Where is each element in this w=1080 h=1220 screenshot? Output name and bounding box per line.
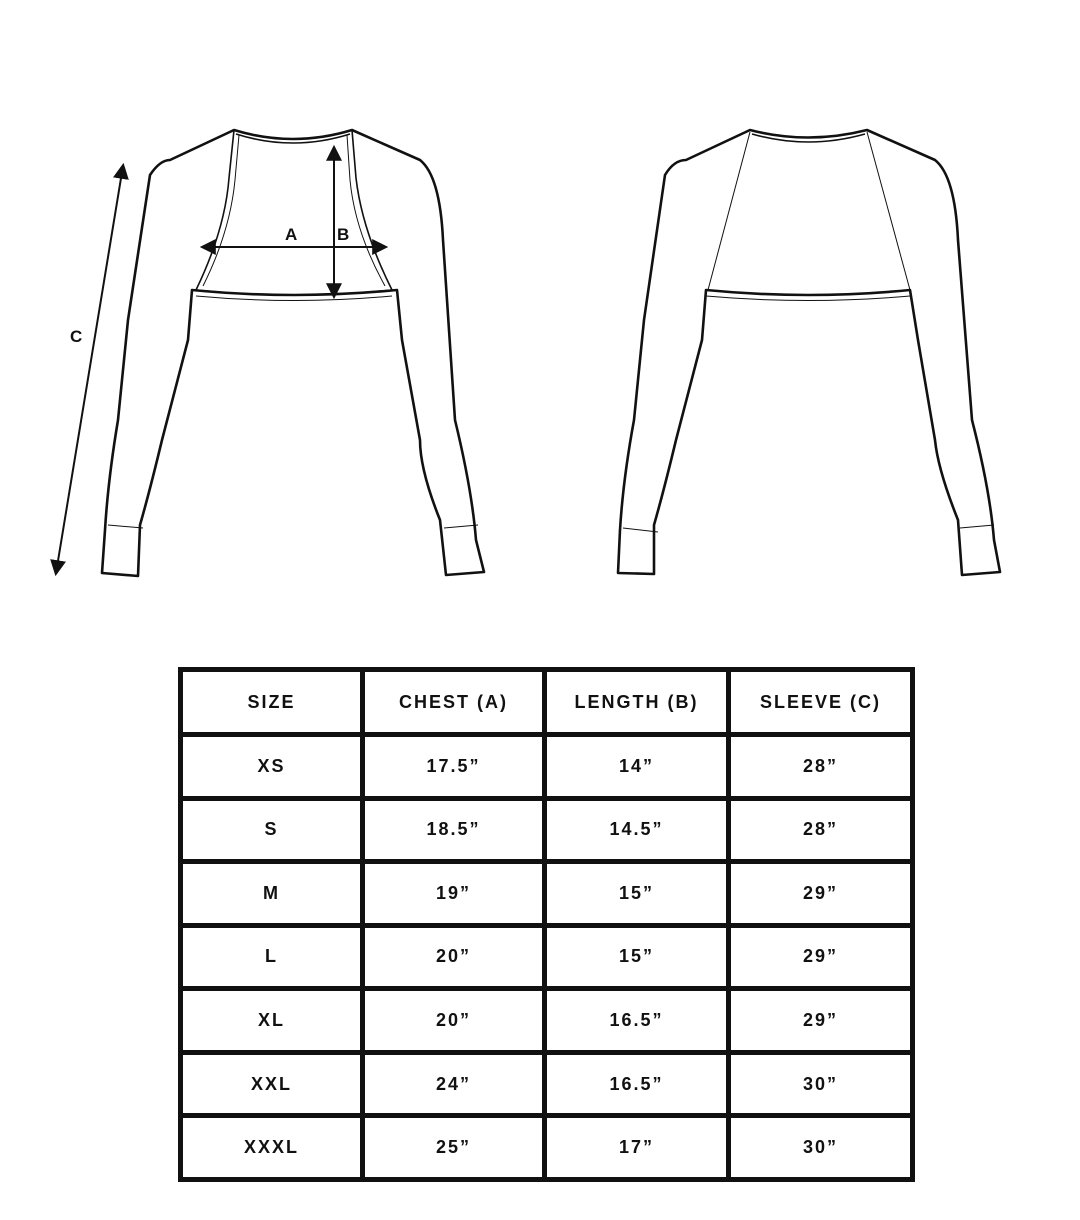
cell-length: 14.5”: [545, 798, 729, 862]
table-row: [181, 925, 913, 989]
header-chest: CHEST (A): [363, 670, 545, 735]
table-row: [181, 798, 913, 862]
cell-sleeve: 30”: [729, 1116, 913, 1180]
cell-sleeve: 30”: [729, 1052, 913, 1116]
table-row: [181, 735, 913, 799]
cell-chest: 18.5”: [363, 798, 545, 862]
cell-sleeve: 29”: [729, 862, 913, 926]
label-a: A: [285, 225, 298, 244]
cell-size: XS: [181, 735, 363, 799]
cell-length: 16.5”: [545, 1052, 729, 1116]
cell-size: XL: [181, 989, 363, 1053]
cell-length: 15”: [545, 862, 729, 926]
cell-size: L: [181, 925, 363, 989]
table-row: [181, 989, 913, 1053]
front-body-outline: [102, 130, 484, 576]
cell-chest: 20”: [363, 925, 545, 989]
cell-sleeve: 29”: [729, 925, 913, 989]
label-b: B: [337, 225, 350, 244]
cell-chest: 25”: [363, 1116, 545, 1180]
cell-chest: 20”: [363, 989, 545, 1053]
table-header-row: [181, 670, 913, 735]
label-c: C: [70, 327, 83, 346]
cell-chest: 19”: [363, 862, 545, 926]
cell-sleeve: 29”: [729, 989, 913, 1053]
cell-size: M: [181, 862, 363, 926]
cell-size: XXL: [181, 1052, 363, 1116]
size-chart-table: [178, 667, 915, 1182]
cell-sleeve: 28”: [729, 798, 913, 862]
cell-sleeve: 28”: [729, 735, 913, 799]
header-size: SIZE: [181, 670, 363, 735]
cell-chest: 24”: [363, 1052, 545, 1116]
front-view-sketch: [56, 130, 484, 576]
cell-length: 14”: [545, 735, 729, 799]
cell-length: 15”: [545, 925, 729, 989]
header-sleeve: SLEEVE (C): [729, 670, 913, 735]
cell-size: XXXL: [181, 1116, 363, 1180]
table-row: [181, 1116, 913, 1180]
cell-length: 17”: [545, 1116, 729, 1180]
table-row: [181, 1052, 913, 1116]
back-body-outline: [618, 130, 1000, 575]
cell-size: S: [181, 798, 363, 862]
cell-chest: 17.5”: [363, 735, 545, 799]
header-length: LENGTH (B): [545, 670, 729, 735]
cell-length: 16.5”: [545, 989, 729, 1053]
back-view-sketch: [618, 130, 1000, 575]
table-row: [181, 862, 913, 926]
